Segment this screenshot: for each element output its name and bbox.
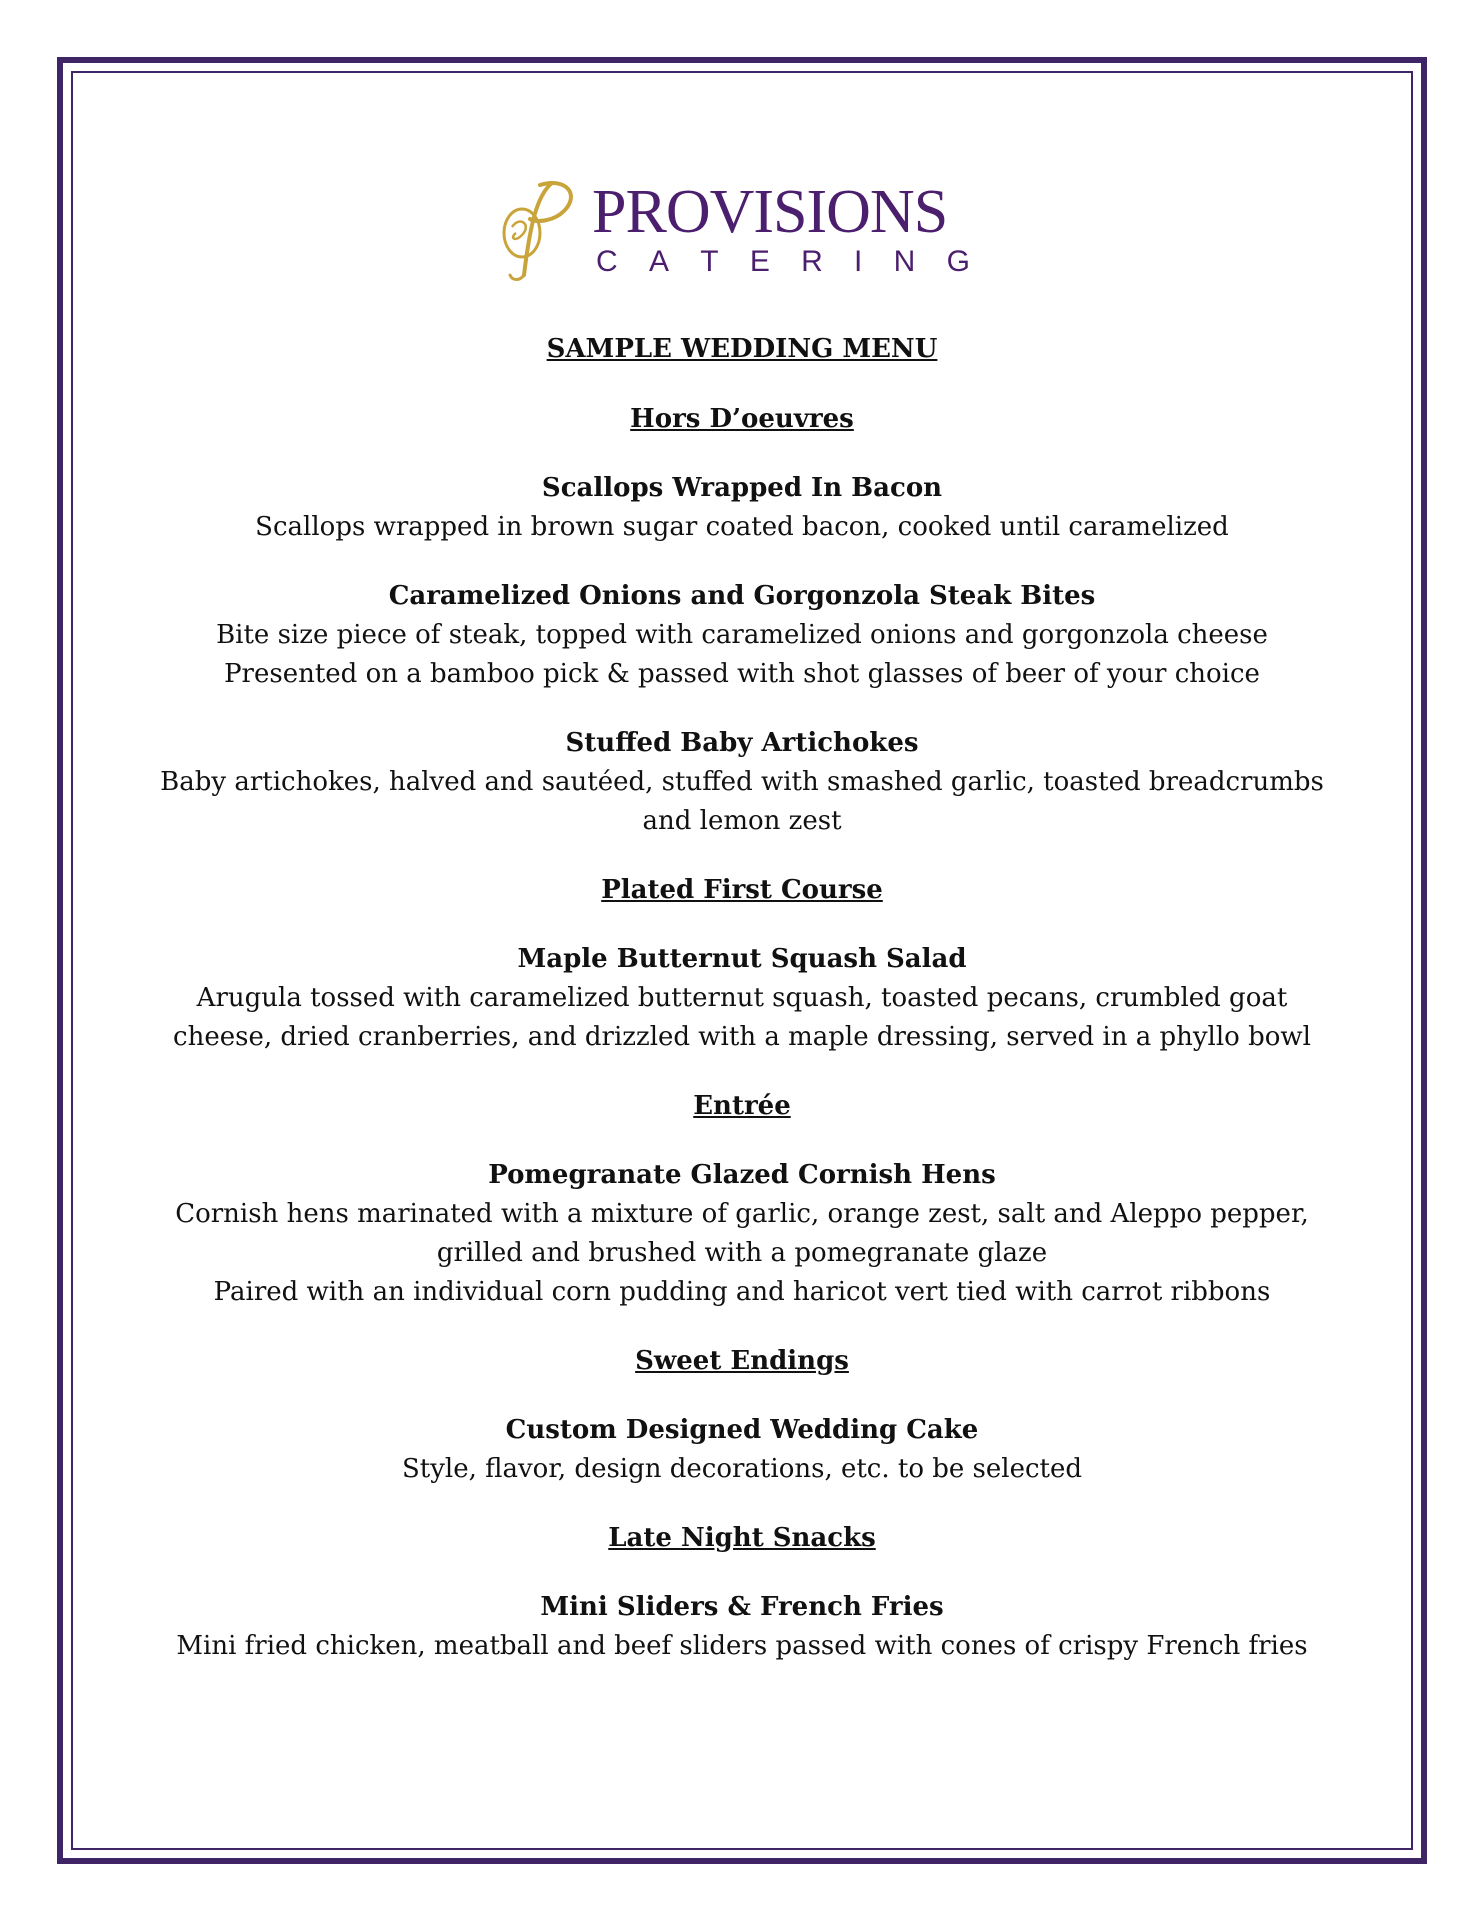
section-heading-entree: Entrée [693, 1091, 791, 1121]
section-heading-hors-doeuvres: Hors D’oeuvres [630, 404, 854, 434]
brand-subtitle-letter: E [749, 245, 770, 278]
brand-subtitle-letter: I [854, 245, 863, 278]
item-name: Stuffed Baby Artichokes [565, 728, 919, 758]
brand-subtitle [596, 245, 970, 279]
description-line: Mini fried chicken, meatball and beef sliders passed with cones of crispy French fries [176, 1631, 1308, 1661]
item-description [150, 1450, 1334, 1489]
item-name: Scallops Wrapped In Bacon [541, 473, 943, 503]
section-heading-late-night-snacks: Late Night Snacks [608, 1523, 876, 1553]
menu-item [150, 469, 1334, 547]
brand-name: PROVISIONS [592, 178, 948, 246]
description-line: Bite size piece of steak, topped with caramelized onions and gorgonzola cheese [216, 620, 1268, 650]
menu-body [150, 330, 1334, 1696]
description-line: Scallops wrapped in brown sugar coated bacon, cooked until caramelized [255, 512, 1229, 542]
brand-subtitle-letter: N [893, 245, 916, 278]
brand-subtitle-letter: G [946, 245, 970, 278]
item-description [150, 508, 1334, 547]
item-name: Custom Designed Wedding Cake [505, 1415, 979, 1445]
monogram-p-icon [492, 175, 582, 285]
item-name: Pomegranate Glazed Cornish Hens [488, 1160, 996, 1190]
item-description [150, 1627, 1334, 1666]
item-name: Caramelized Onions and Gorgonzola Steak Bites [388, 581, 1096, 611]
brand-subtitle-letter: R [801, 245, 823, 278]
section-heading-sweet-endings: Sweet Endings [635, 1346, 849, 1376]
item-description [150, 763, 1334, 841]
menu-item [150, 1156, 1334, 1312]
description-line: Style, flavor, design decorations, etc. to be selected [401, 1454, 1083, 1484]
item-description [150, 979, 1334, 1057]
item-name: Maple Butternut Squash Salad [517, 944, 967, 974]
description-line: cheese, dried cranberries, and drizzled with a maple dressing, served in a phyllo bowl [173, 1022, 1311, 1052]
menu-item [150, 577, 1334, 694]
menu-item [150, 724, 1334, 841]
description-line: and lemon zest [642, 806, 842, 836]
menu-item [150, 1411, 1334, 1489]
item-description [150, 1195, 1334, 1312]
menu-item [150, 940, 1334, 1057]
description-line: Arugula tossed with caramelized butternut squash, toasted pecans, crumbled goat [196, 983, 1288, 1013]
description-line: Cornish hens marinated with a mixture of garlic, orange zest, salt and Aleppo pepper, [175, 1199, 1309, 1229]
brand-subtitle-letter: C [596, 245, 618, 278]
item-name: Mini Sliders & French Fries [540, 1592, 944, 1622]
section-heading-plated-first-course: Plated First Course [601, 875, 883, 905]
description-line: Presented on a bamboo pick & passed with shot glasses of beer of your choice [224, 659, 1260, 689]
menu-item [150, 1588, 1334, 1666]
brand-subtitle-letter: T [700, 245, 719, 278]
menu-title: SAMPLE WEDDING MENU [546, 334, 938, 364]
description-line: grilled and brushed with a pomegranate glaze [436, 1238, 1048, 1268]
brand-subtitle-letter: A [648, 245, 669, 278]
item-description [150, 616, 1334, 694]
provisions-catering-logo [492, 175, 992, 285]
description-line: Paired with an individual corn pudding and haricot vert tied with carrot ribbons [213, 1277, 1271, 1307]
description-line: Baby artichokes, halved and sautéed, stuffed with smashed garlic, toasted breadcrumbs [160, 767, 1324, 797]
